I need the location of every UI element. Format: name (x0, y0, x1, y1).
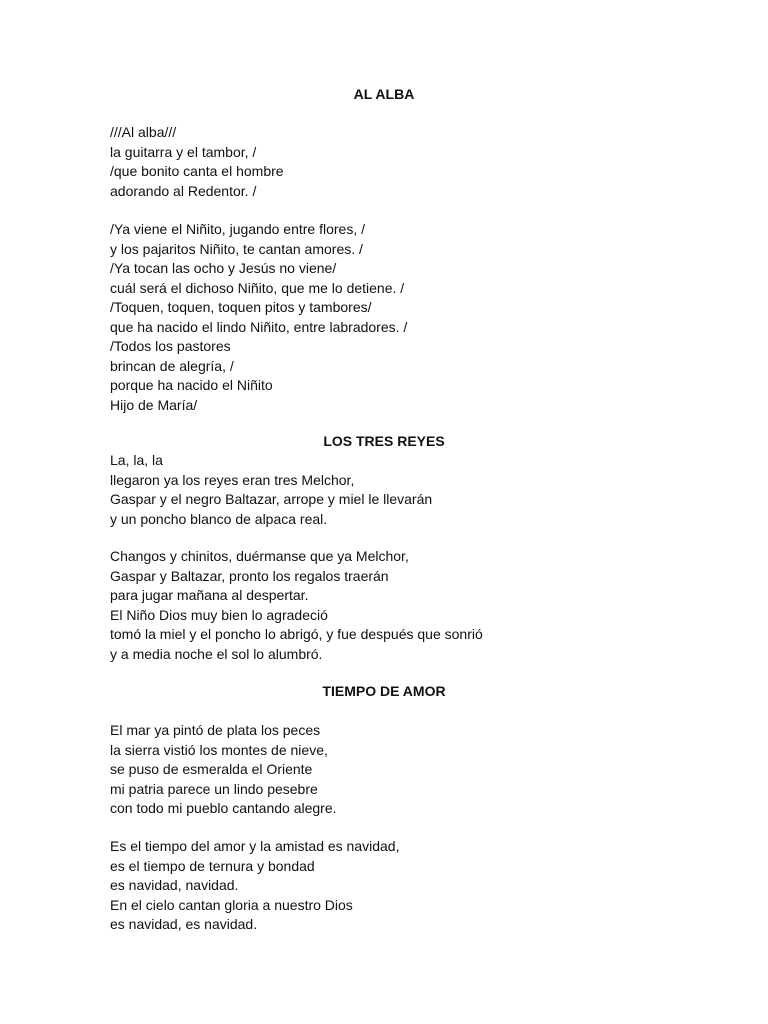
stanza (110, 721, 337, 819)
lyric-line: es navidad, es navidad. (110, 916, 258, 932)
lyric-line: /Toquen, toquen, toquen pitos y tambores/ (110, 299, 372, 315)
lyric-line: con todo mi pueblo cantando alegre. (110, 800, 337, 816)
song-title-al-alba: AL ALBA (353, 86, 415, 102)
lyric-line: adorando al Redentor. / (110, 182, 257, 199)
lyric-line: llegaron ya los reyes eran tres Melchor, (110, 471, 355, 488)
lyric-line: Gaspar y el negro Baltazar, arrope y miel le llevarán (110, 491, 433, 507)
lyric-line: es navidad, navidad. (110, 877, 239, 893)
lyric-line: El Niño Dios muy bien lo agradeció (110, 606, 328, 623)
lyric-line: la sierra vistió los montes de nieve, (110, 741, 328, 758)
stanza (110, 837, 399, 935)
lyric-line: mi patria parece un lindo pesebre (110, 780, 318, 797)
lyric-line: Changos y chinitos, duérmanse que ya Melchor, (110, 548, 409, 564)
stanza (110, 220, 407, 415)
lyric-line: cuál será el dichoso Niñito, que me lo detiene. / (110, 279, 405, 296)
lyric-line: Gaspar y Baltazar, pronto los regalos traerán (110, 567, 389, 584)
stanza (110, 451, 432, 529)
lyric-line: y los pajaritos Niñito, te cantan amores. / (110, 240, 363, 257)
lyric-line: es el tiempo de ternura y bondad (110, 857, 315, 874)
lyric-line: El mar ya pintó de plata los peces (110, 722, 321, 738)
stanza (110, 547, 483, 664)
lyric-line: que ha nacido el lindo Niñito, entre labradores. / (110, 318, 408, 335)
lyric-line: y un poncho blanco de alpaca real. (110, 510, 328, 527)
lyric-line: la guitarra y el tambor, / (110, 143, 257, 160)
lyric-line: y a media noche el sol lo alumbró. (110, 645, 323, 662)
stanza (110, 123, 284, 201)
lyric-line: porque ha nacido el Niñito (110, 377, 273, 393)
lyric-line: La, la, la (110, 452, 163, 468)
lyric-line: para jugar mañana al despertar. (110, 587, 309, 603)
song-title-tiempo-de-amor: TIEMPO DE AMOR (322, 683, 446, 699)
lyric-line: En el cielo cantan gloria a nuestro Dios (110, 896, 353, 913)
lyric-line: se puso de esmeralda el Oriente (110, 761, 313, 777)
lyric-line: ///Al alba/// (110, 124, 177, 140)
lyric-line: Hijo de María/ (110, 396, 198, 413)
lyric-line: /Todos los pastores (110, 338, 231, 354)
lyric-line: tomó la miel y el poncho lo abrigó, y fue después que sonrió (110, 626, 483, 642)
lyric-line: Es el tiempo del amor y la amistad es navidad, (110, 838, 400, 854)
lyric-line: /Ya tocan las ocho y Jesús no viene/ (110, 260, 337, 276)
lyric-line: /que bonito canta el hombre (110, 163, 284, 179)
lyric-line: brincan de alegría, / (110, 357, 234, 374)
lyric-line: /Ya viene el Niñito, jugando entre flores, / (110, 221, 366, 237)
song-title-los-tres-reyes: LOS TRES REYES (323, 433, 445, 449)
